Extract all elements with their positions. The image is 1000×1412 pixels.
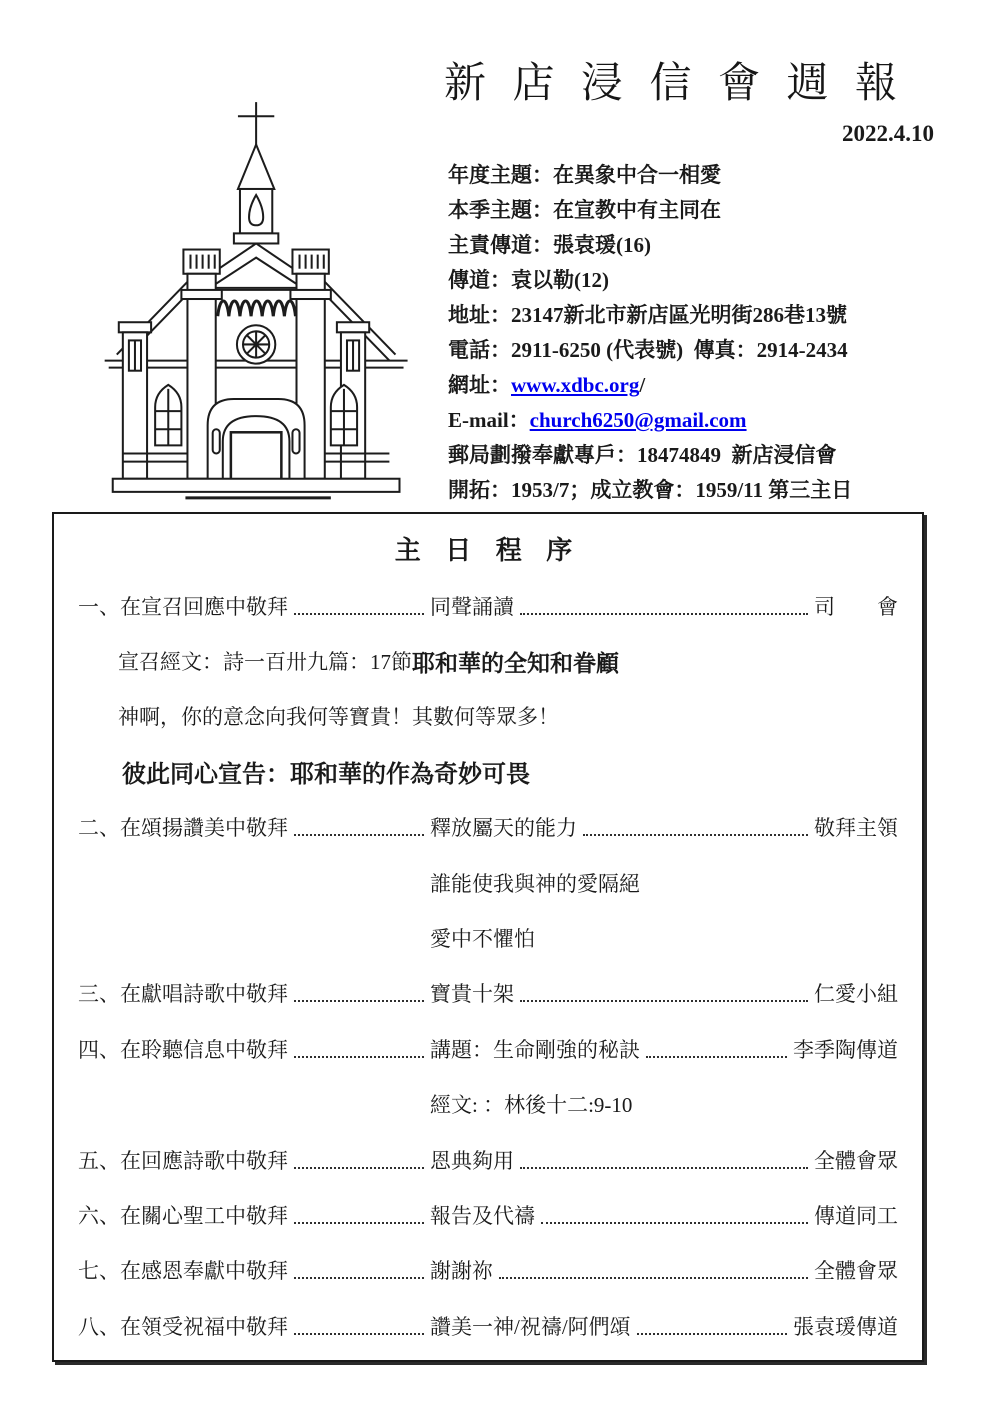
dotted-leader (520, 1153, 808, 1169)
call-scripture-bold: 耶和華的全知和眷顧 (412, 650, 619, 676)
program-person: 傳道同工 (814, 1203, 898, 1228)
dotted-leader (520, 599, 808, 615)
program-person: 張袁瑗傳道 (793, 1314, 898, 1339)
program-row-4 (78, 1021, 898, 1076)
annual-theme: 年度主題：在異象中合一相愛 (448, 163, 721, 187)
program-person: 仁愛小組 (814, 982, 898, 1007)
program-person: 敬拜主領 (814, 816, 898, 841)
sermon-scripture-line: 經文: ：林後十二:9-10 (430, 1093, 633, 1118)
program-person: 全體會眾 (814, 1259, 898, 1284)
dotted-leader (294, 820, 424, 836)
pastor: 傳道：袁以勒(12) (448, 268, 609, 292)
praise-song-line: 誰能使我與神的愛隔絕 (430, 871, 640, 896)
program-heading: 主 日 程 序 (394, 536, 582, 565)
program-item-title: 寶貴十架 (430, 982, 514, 1007)
program-row-7 (78, 1243, 898, 1298)
call-scripture-line (78, 633, 898, 688)
program-item-title: 報告及代禱 (430, 1203, 535, 1228)
church-icon (66, 90, 422, 506)
call-scripture-text: 神啊，你的意念向我何等寶貴！其數何等眾多！ (118, 705, 559, 730)
dotted-leader (294, 986, 424, 1002)
phone-fax: 電話：2911-6250 (代表號) 傳真：2914-2434 (448, 338, 848, 362)
dotted-leader (294, 1263, 424, 1279)
program-item-title: 謝謝祢 (430, 1259, 493, 1284)
email-label: E-mail： (448, 408, 530, 432)
praise-song-line: 愛中不懼怕 (430, 927, 535, 952)
dotted-leader (294, 1208, 424, 1224)
program-item-title: 同聲誦讀 (430, 594, 514, 619)
postal-account: 郵局劃撥奉獻專戶：18474849 新店浸信會 (448, 443, 837, 467)
website-suffix: / (639, 373, 646, 397)
website-link[interactable]: www.xdbc.org (511, 373, 640, 397)
sunday-program-box (52, 512, 924, 1362)
quarter-theme: 本季主題：在宣教中有主同在 (448, 198, 721, 222)
email-line (448, 403, 852, 438)
program-item-title: 釋放屬天的能力 (430, 816, 577, 841)
dotted-leader (499, 1263, 808, 1279)
program-step-label: 一、在宣召回應中敬拜 (78, 594, 288, 619)
bulletin-date: 2022.4.10 (842, 121, 934, 146)
proclaim-line: 彼此同心宣告：耶和華的作為奇妙可畏 (122, 762, 530, 789)
dotted-leader (541, 1208, 808, 1224)
website-label: 網址： (448, 373, 511, 397)
program-row-8 (78, 1298, 898, 1353)
program-row-1 (78, 578, 898, 633)
program-item-title: 講題：生命剛強的秘訣 (430, 1037, 640, 1062)
program-step-label: 六、在關心聖工中敬拜 (78, 1203, 288, 1228)
program-person: 全體會眾 (814, 1148, 898, 1173)
dotted-leader (294, 599, 424, 615)
program-row-3 (78, 966, 898, 1021)
dotted-leader (294, 1042, 424, 1058)
call-scripture-prefix: 宣召經文：詩一百卅九篇：17節 (118, 650, 412, 675)
address: 地址：23147新北市新店區光明街286巷13號 (448, 303, 847, 327)
program-step-label: 七、在感恩奉獻中敬拜 (78, 1259, 288, 1284)
program-step-label: 三、在獻唱詩歌中敬拜 (78, 982, 288, 1007)
dotted-leader (294, 1319, 424, 1335)
lead-pastor: 主責傳道：張袁瑗(16) (448, 233, 651, 257)
dotted-leader (520, 986, 808, 1002)
website-line (448, 368, 852, 403)
program-person: 司 會 (814, 594, 898, 619)
program-row-6 (78, 1187, 898, 1242)
dotted-leader (294, 1153, 424, 1169)
program-step-label: 五、在回應詩歌中敬拜 (78, 1148, 288, 1173)
bulletin-title: 新 店 浸 信 會 週 報 (444, 61, 906, 107)
program-step-label: 八、在領受祝福中敬拜 (78, 1314, 288, 1339)
program-row-5 (78, 1132, 898, 1187)
email-link[interactable]: church6250@gmail.com (529, 408, 747, 432)
dotted-leader (637, 1319, 787, 1335)
founded: 開拓：1953/7；成立教會：1959/11 第三主日 (448, 478, 853, 502)
program-item-title: 恩典夠用 (430, 1148, 514, 1173)
church-illustration (66, 90, 422, 506)
program-item-title: 讚美一神/祝禱/阿們頌 (430, 1314, 631, 1339)
dotted-leader (583, 820, 808, 836)
program-step-label: 二、在頌揚讚美中敬拜 (78, 816, 288, 841)
dotted-leader (646, 1042, 787, 1058)
church-info-block (448, 158, 852, 508)
program-row-2 (78, 800, 898, 855)
program-step-label: 四、在聆聽信息中敬拜 (78, 1037, 288, 1062)
program-person: 李季陶傳道 (793, 1037, 898, 1062)
